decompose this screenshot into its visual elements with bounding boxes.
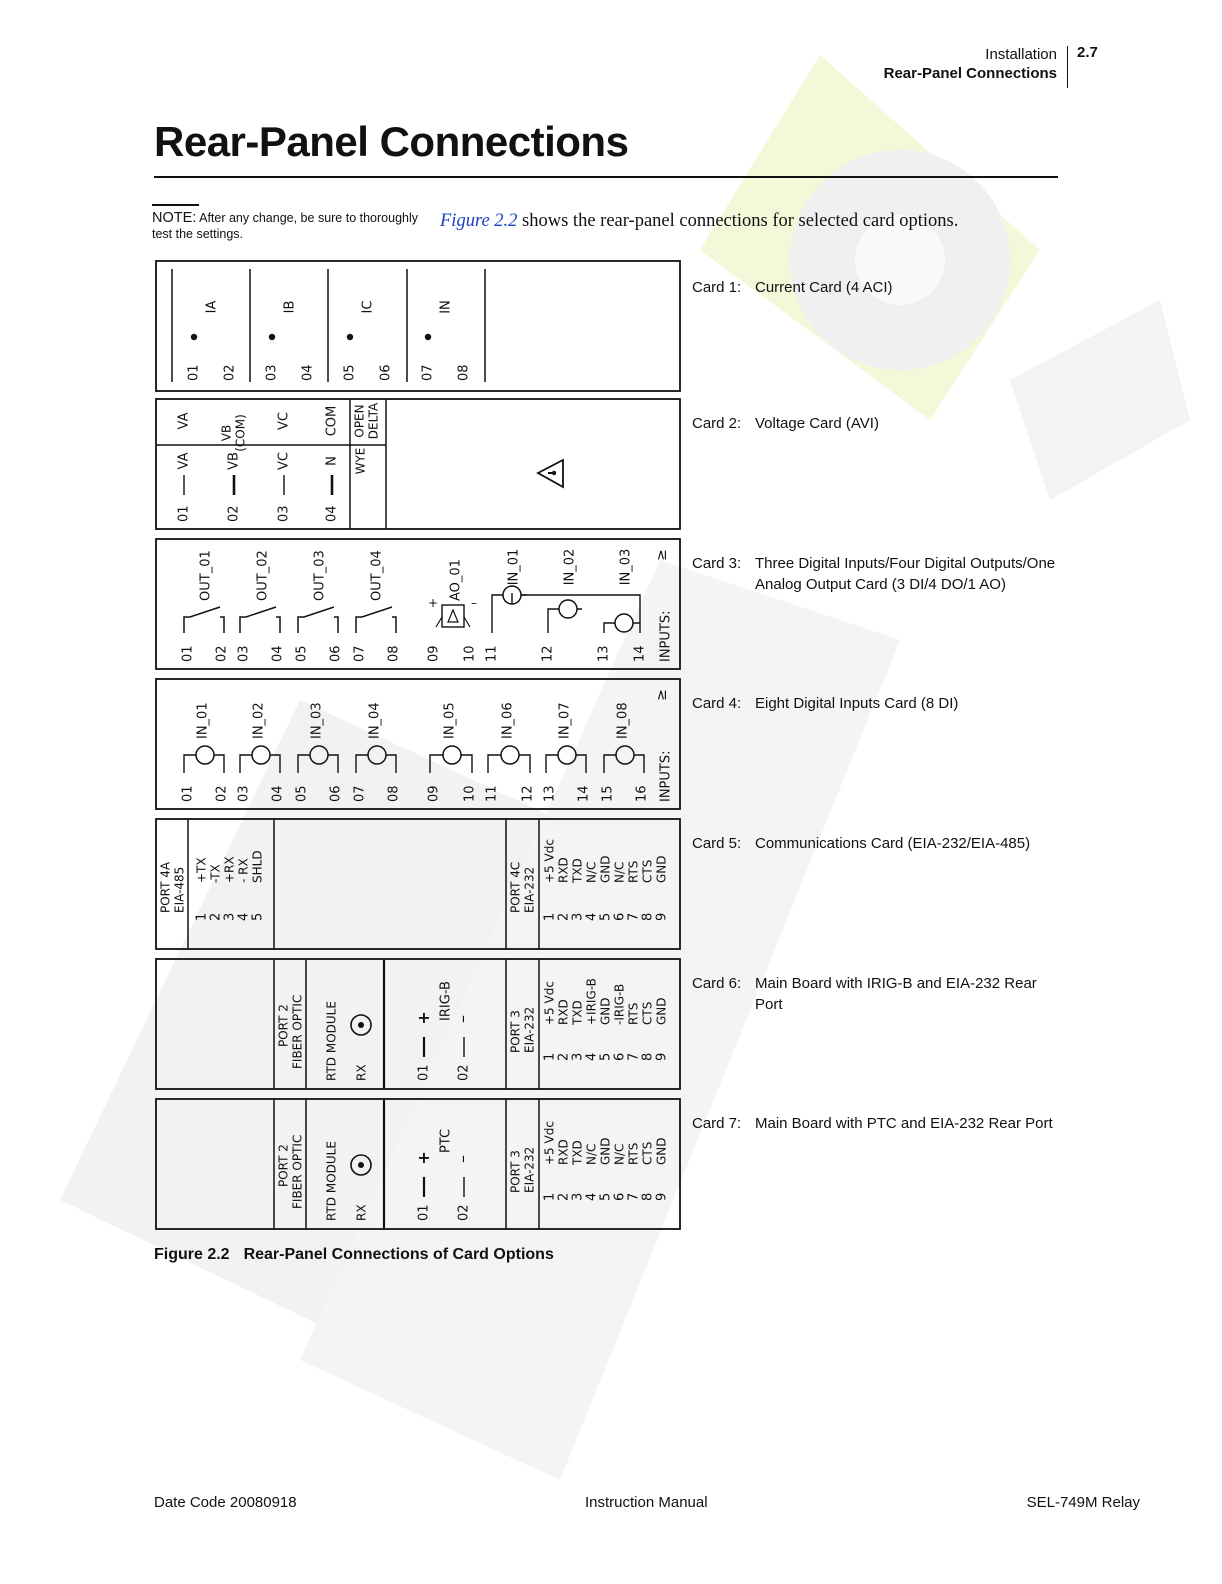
card-2-bottom-label: VA (176, 452, 192, 470)
card-4-terminal-label: 14 (576, 785, 592, 802)
warning-icon-dot (552, 471, 556, 475)
card-6-signal: +IRIG-B (584, 978, 599, 1025)
card-4-terminal-label: 09 (426, 785, 442, 802)
card-desc: Main Board with IRIG-B and EIA-232 Rear Port (755, 975, 1037, 1013)
port-4a-signal: +TX (194, 857, 209, 883)
card-6-pin: 8 (640, 1052, 656, 1061)
card-4-inputs-label: INPUTS: (658, 750, 674, 802)
port-4a-pin: 4 (236, 912, 252, 921)
page-title: Rear-Panel Connections (154, 118, 629, 165)
port-4a-pin: 1 (194, 912, 210, 921)
card-1-terminal-label: 07 (420, 364, 436, 381)
rear-panel-diagram (150, 255, 690, 1240)
card-2-mode-open: DELTA (366, 402, 381, 440)
card-2-top-label: COM (324, 405, 340, 437)
card-desc: Main Board with PTC and EIA-232 Rear Port (755, 1115, 1053, 1132)
analog-output-icon (442, 605, 464, 627)
input-coil-icon (501, 746, 519, 764)
card-6-port3-label: PORT 3 (508, 1010, 523, 1053)
card-4-input-label: IN_04 (367, 702, 383, 739)
card-3-analog-label: AO_01 (448, 559, 464, 601)
input-coil-icon (616, 746, 634, 764)
card-7-aux-label: PTC (438, 1128, 454, 1154)
card-7-signal: GND (598, 1137, 613, 1165)
card-6-pin: 4 (584, 1052, 600, 1061)
card-4-terminal-label: 08 (386, 785, 402, 802)
header-divider (1067, 46, 1068, 88)
page-number: 2.7 (1077, 44, 1098, 61)
card-4-terminal-label: 10 (462, 785, 478, 802)
card-3-terminal-label: 03 (236, 645, 252, 662)
port-4c-pin: 9 (654, 912, 670, 921)
card-7-signal: RXD (556, 1139, 571, 1165)
card-6-port3-type: EIA-232 (522, 1006, 537, 1053)
card-6-pin: 9 (654, 1052, 670, 1061)
polarity-dot (191, 334, 197, 340)
card-label: Card 4: (692, 695, 742, 712)
note (152, 210, 422, 242)
card-3-terminal-label: 10 (462, 645, 478, 662)
card-7-pin: 2 (556, 1192, 572, 1201)
input-coil-icon (558, 746, 576, 764)
polarity-dot (269, 334, 275, 340)
card-desc: Voltage Card (AVI) (755, 415, 879, 432)
card-7-fiber-label: FIBER OPTIC (290, 1134, 305, 1209)
port-4c-signal: GND (598, 855, 613, 883)
card-7-signal: N/C (612, 1143, 627, 1165)
port-4c-pin: 5 (598, 912, 614, 921)
input-coil-icon (615, 614, 633, 632)
card-6-signal: CTS (640, 1001, 655, 1025)
card-3-terminal-label: 14 (632, 645, 648, 662)
analog-output-wire (436, 617, 442, 627)
card-7-plus: + (417, 1148, 431, 1167)
card-3-output-label: OUT_01 (198, 550, 214, 601)
figure-number: Figure 2.2 (154, 1246, 230, 1263)
card-4-terminal-label: 01 (180, 785, 196, 802)
card-1-channel-label: IN (438, 300, 454, 314)
card-3-inputs-label: INPUTS: (658, 610, 674, 662)
card-label: Card 2: (692, 415, 742, 432)
port-4c-pin: 3 (570, 912, 586, 921)
card-2-top-label: VC (276, 412, 292, 430)
fiber-connector-core (358, 1022, 364, 1028)
card-4-terminal-label: 02 (214, 785, 230, 802)
card-7-terminal-label: 02 (456, 1204, 472, 1221)
intro-paragraph (440, 211, 958, 232)
input-coil-icon (559, 600, 577, 618)
card-7-signal: GND (654, 1137, 669, 1165)
card-6-pin: 2 (556, 1052, 572, 1061)
input-coil-icon (443, 746, 461, 764)
card-label: Card 6: (692, 975, 742, 992)
card-3-terminal-label: 13 (596, 645, 612, 662)
note-label: NOTE: (152, 210, 197, 226)
card-2-terminal-label: 01 (176, 505, 192, 522)
card-7-minus: – (453, 1155, 472, 1163)
card-3-output-label: OUT_04 (369, 550, 385, 601)
card-2-mode-wye: WYE (353, 447, 368, 475)
card-2-bottom-label: N (324, 456, 340, 466)
port-4c-pin: 1 (542, 912, 558, 921)
polarity-dot (347, 334, 353, 340)
card-6-plus: + (417, 1008, 431, 1027)
card-6-aux-label: IRIG-B (438, 981, 454, 1021)
port-4c-type: EIA-232 (522, 866, 537, 913)
relay-contact-icon (184, 607, 224, 633)
card-1-terminal-label: 05 (342, 364, 358, 381)
card-6-fiber-label: FIBER OPTIC (290, 994, 305, 1069)
footer-manual: Instruction Manual (585, 1494, 708, 1511)
card-4-inputs-symbol: ≥ (654, 689, 670, 701)
port-4a-signal: - RX (236, 858, 251, 883)
title-rule (154, 176, 1058, 178)
card-desc: Communications Card (EIA-232/EIA-485) (755, 835, 1031, 852)
port-4a-pin: 5 (250, 912, 266, 921)
analog-minus: – (471, 596, 477, 610)
port-4a-pin: 2 (208, 912, 224, 921)
card-4-terminal-label: 05 (294, 785, 310, 802)
port-4c-signal: +5 Vdc (542, 839, 557, 883)
card-7-terminal-label: 01 (416, 1204, 432, 1221)
card-label: Card 7: (692, 1115, 742, 1132)
analog-output-wire (464, 617, 470, 627)
card-4-terminal-label: 06 (328, 785, 344, 802)
card-1-terminal-label: 02 (222, 364, 238, 381)
card-6-pin: 7 (626, 1052, 642, 1061)
card-7-signal: CTS (640, 1141, 655, 1165)
figure-link[interactable]: Figure 2.2 (440, 211, 518, 231)
port-4a-signal: SHLD (250, 850, 265, 883)
card-2-bottom-label: VB (226, 452, 242, 470)
card-3-terminal-label: 11 (484, 645, 500, 662)
port-4c-pin: 2 (556, 912, 572, 921)
card-3-terminal-label: 08 (386, 645, 402, 662)
footer-product: SEL-749M Relay (1026, 1494, 1140, 1511)
card-6-pin: 5 (598, 1052, 614, 1061)
card-label: Card 1: (692, 279, 742, 296)
card-3-terminal-label: 02 (214, 645, 230, 662)
running-header-section: Installation (985, 46, 1057, 63)
card-1-terminal-label: 06 (378, 364, 394, 381)
card-7-signal: RTS (626, 1142, 641, 1165)
card-6-signal: GND (654, 997, 669, 1025)
analog-plus: + (427, 596, 439, 610)
port-4c-signal: GND (654, 855, 669, 883)
card-label: Card 3: (692, 555, 742, 572)
card-7-pin: 3 (570, 1192, 586, 1201)
port-4c-signal: N/C (612, 861, 627, 883)
card-1-channel-label: IB (282, 300, 298, 314)
card-desc: Current Card (4 ACI) (755, 279, 893, 296)
port-4c-label: PORT 4C (508, 861, 523, 913)
card-3-output-label: OUT_02 (255, 550, 271, 601)
card-7-pin: 9 (654, 1192, 670, 1201)
card-7-pin: 8 (640, 1192, 656, 1201)
port-4c-pin: 8 (640, 912, 656, 921)
card-4-input-label: IN_03 (309, 702, 325, 739)
card-1-terminal-label: 08 (456, 364, 472, 381)
card-4-terminal-label: 11 (484, 785, 500, 802)
intro-text: shows the rear-panel connections for selected card options. (517, 211, 959, 231)
card-7-pin: 6 (612, 1192, 628, 1201)
figure-caption (154, 1246, 554, 1264)
card-7-port3-type: EIA-232 (522, 1146, 537, 1193)
card-6-minus: – (453, 1015, 472, 1023)
input-coil-icon (310, 746, 328, 764)
note-text: After any change, be sure to thoroughly test the settings. (152, 211, 418, 241)
card-1-channel-label: IC (360, 300, 376, 314)
card-7-signal: +5 Vdc (542, 1121, 557, 1165)
card-3-terminal-label: 05 (294, 645, 310, 662)
port-4c-pin: 4 (584, 912, 600, 921)
port-4c-signal: RXD (556, 857, 571, 883)
card-6-terminal-label: 01 (416, 1064, 432, 1081)
running-header-subsection: Rear-Panel Connections (883, 65, 1057, 82)
card-7-pin: 4 (584, 1192, 600, 1201)
card-5-frame (156, 819, 680, 949)
port-4c-signal: RTS (626, 860, 641, 883)
card-4-terminal-label: 15 (600, 785, 616, 802)
figure-title: Rear-Panel Connections of Card Options (243, 1246, 554, 1263)
card-2-top-label: VB (219, 424, 234, 442)
relay-contact-icon (298, 607, 338, 633)
port-4c-signal: CTS (640, 859, 655, 883)
card-4-input-label: IN_08 (615, 702, 631, 739)
port-4a-type: EIA-485 (172, 866, 187, 913)
card-7-port2-label: PORT 2 (276, 1144, 291, 1187)
card-2-terminal-label: 03 (276, 505, 292, 522)
card-3-input-label: IN_03 (618, 548, 634, 586)
card-4-terminal-label: 04 (270, 785, 286, 802)
card-3-inputs-symbol: ≥ (654, 549, 670, 561)
card-3-terminal-label: 07 (352, 645, 368, 662)
card-4-terminal-label: 12 (520, 785, 536, 802)
card-6-signal: RTS (626, 1002, 641, 1025)
note-rule (152, 204, 199, 206)
card-2-terminal-label: 04 (324, 505, 340, 522)
relay-contact-icon (356, 607, 396, 633)
card-7-signal: TXD (570, 1140, 585, 1165)
card-3-terminal-label: 06 (328, 645, 344, 662)
card-6-signal: RXD (556, 999, 571, 1025)
port-4c-pin: 6 (612, 912, 628, 921)
card-label: Card 5: (692, 835, 742, 852)
card-1-channel-label: IA (204, 300, 220, 314)
card-6-rtd-label: RTD MODULE (324, 1001, 339, 1081)
card-6-port2-label: PORT 2 (276, 1004, 291, 1047)
card-7-pin: 5 (598, 1192, 614, 1201)
card-1-terminal-label: 03 (264, 364, 280, 381)
port-4a-signal: -TX (208, 864, 223, 883)
card-6-terminal-label: 02 (456, 1064, 472, 1081)
card-4-input-label: IN_06 (500, 702, 516, 739)
card-3-input-label: IN_02 (562, 548, 578, 586)
card-6-signal: GND (598, 997, 613, 1025)
card-7-pin: 7 (626, 1192, 642, 1201)
card-3-terminal-label: 12 (540, 645, 556, 662)
card-4-terminal-label: 16 (634, 785, 650, 802)
input-coil-icon (252, 746, 270, 764)
input-wire (492, 593, 526, 633)
port-4a-pin: 3 (222, 912, 238, 921)
card-6-pin: 1 (542, 1052, 558, 1061)
port-4a-signal: +RX (222, 856, 237, 883)
card-6-signal: -IRIG-B (612, 983, 627, 1025)
card-1-terminal-label: 01 (186, 364, 202, 381)
card-4-terminal-label: 07 (352, 785, 368, 802)
card-2-bottom-label: VC (276, 452, 292, 470)
card-2-top-label: (COM) (233, 414, 248, 452)
port-4a-label: PORT 4A (158, 861, 173, 913)
card-4-input-label: IN_01 (195, 702, 211, 739)
card-desc: Three Digital Inputs/Four Digital Outputs/One Analog Output Card (3 DI/4 DO/1 AO) (755, 555, 1056, 593)
port-4c-pin: 7 (626, 912, 642, 921)
card-6-signal: TXD (570, 1000, 585, 1025)
card-2-top-label: VA (176, 412, 192, 430)
port-4c-signal: N/C (584, 861, 599, 883)
card-6-pin: 3 (570, 1052, 586, 1061)
card-3-terminal-label: 04 (270, 645, 286, 662)
card-6-pin: 6 (612, 1052, 628, 1061)
card-6-rx-label: RX (354, 1064, 369, 1081)
card-6-signal: +5 Vdc (542, 981, 557, 1025)
card-4-input-label: IN_02 (251, 702, 267, 739)
analog-output-triangle (448, 610, 458, 622)
card-2-mode-open: OPEN (352, 404, 367, 438)
card-4-terminal-label: 13 (542, 785, 558, 802)
card-3-terminal-label: 01 (180, 645, 196, 662)
card-3-terminal-label: 09 (426, 645, 442, 662)
card-4-terminal-label: 03 (236, 785, 252, 802)
port-4c-signal: TXD (570, 858, 585, 883)
card-2-terminal-label: 02 (226, 505, 242, 522)
card-4-input-label: IN_05 (442, 702, 458, 739)
card-4-input-label: IN_07 (557, 702, 573, 739)
card-7-rx-label: RX (354, 1204, 369, 1221)
card-1-terminal-label: 04 (300, 364, 316, 381)
card-7-pin: 1 (542, 1192, 558, 1201)
card-3-input-label: IN_01 (506, 548, 522, 586)
input-coil-icon (368, 746, 386, 764)
card-7-port3-label: PORT 3 (508, 1150, 523, 1193)
card-7-rtd-label: RTD MODULE (324, 1141, 339, 1221)
card-3-output-label: OUT_03 (312, 550, 328, 601)
polarity-dot (425, 334, 431, 340)
input-coil-icon (196, 746, 214, 764)
fiber-connector-core (358, 1162, 364, 1168)
card-7-signal: N/C (584, 1143, 599, 1165)
footer-date-code: Date Code 20080918 (154, 1494, 297, 1511)
relay-contact-icon (240, 607, 280, 633)
card-desc: Eight Digital Inputs Card (8 DI) (755, 695, 959, 712)
